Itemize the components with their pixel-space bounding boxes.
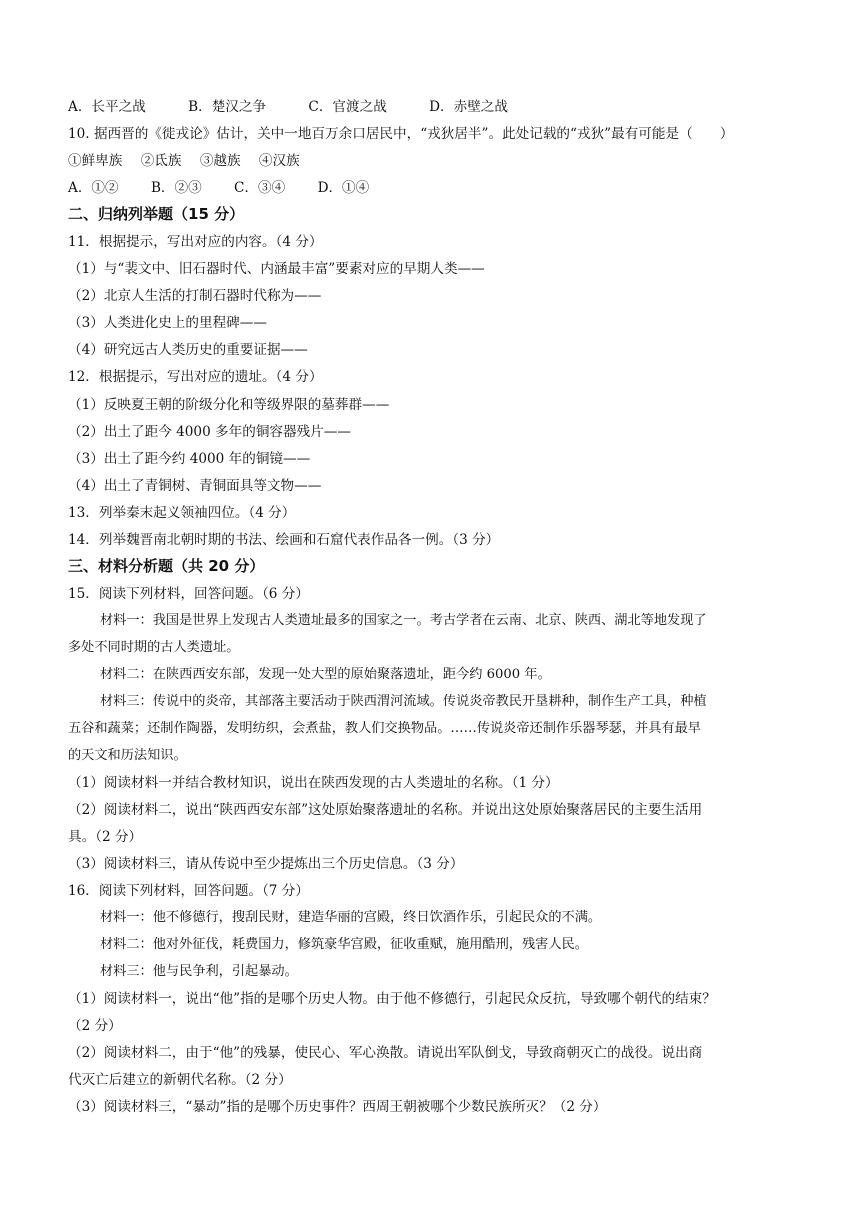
q9-option-d: D．赤壁之战: [429, 99, 508, 115]
q15-material-3-cont: 五谷和蔬菜；还制作陶器，发明纺织，会煮盐，教人们交换物品。……传说炎帝还制作乐器琴瑟，并具有最早: [68, 721, 701, 736]
section-2-heading: 二、归纳列举题（15 分）: [68, 205, 245, 223]
q15-material-3: 材料三：传说中的炎帝，其部落主要活动于陕西渭河流域。传说炎帝教民开垦耕种，制作生产工具，种植: [100, 694, 707, 709]
q10-option-b: B．②③: [150, 180, 202, 196]
q14: 14．列举魏晋南北朝时期的书法、绘画和石窟代表作品各一例。（3 分）: [68, 532, 500, 548]
q16-material-2: 材料二：他对外征伐，耗费国力，修筑豪华宫殿，征收重赋，施用酷刑，残害人民。: [100, 937, 588, 952]
q11-item-3: （3）人类进化史上的里程碑——: [68, 315, 267, 331]
q16-question-3: （3）阅读材料三，“暴动”指的是哪个历史事件？西周王朝被哪个少数民族所灭？（2 分）: [68, 1099, 607, 1115]
q16-question-2: （2）阅读材料二，由于“他”的残暴，使民心、军心涣散。请说出军队倒戈，导致商朝灭亡的战役。说出商: [68, 1045, 703, 1061]
q16-question-2-cont: 代灭亡后建立的新朝代名称。（2 分）: [68, 1072, 292, 1088]
q10-choice-2: ②氐族: [140, 153, 182, 169]
q15-stem: 15．阅读下列材料，回答问题。（6 分）: [68, 586, 309, 602]
q10-options: [68, 179, 798, 197]
q10-option-a: A．①②: [68, 180, 119, 196]
q15-question-2-cont: 具。（2 分）: [68, 829, 143, 845]
q10-choice-1: ①鲜卑族: [68, 153, 123, 169]
q10-stem: 10. 据西晋的《徙戎论》估计，关中一地百万余口居民中，“戎狄居半”。此处记载的“戎狄”最有可能是（ ）: [68, 126, 734, 142]
q12-stem: 12．根据提示，写出对应的遗址。（4 分）: [68, 369, 323, 385]
q11-item-1: （1）与“裴文中、旧石器时代、内涵最丰富”要素对应的早期人类——: [68, 261, 485, 277]
q16-material-3: 材料三：他与民争利，引起暴动。: [100, 964, 298, 979]
q10-choice-3: ③越族: [199, 153, 241, 169]
q10-choices: [68, 152, 798, 170]
q15-material-2: 材料二：在陕西西安东部，发现一处大型的原始聚落遗址，距今约 6000 年。: [100, 667, 551, 682]
q16-question-1-cont: （2 分）: [68, 1018, 122, 1034]
q12-item-3: （3）出土了距今约 4000 年的铜镜——: [68, 451, 311, 467]
q11-item-4: （4）研究远古人类历史的重要证据——: [68, 342, 308, 358]
q11-stem: 11．根据提示，写出对应的内容。（4 分）: [68, 234, 323, 250]
q16-question-1: （1）阅读材料一，说出“他”指的是哪个历史人物。由于他不修德行，引起民众反抗，导致哪个朝代的结束？: [68, 991, 716, 1007]
q15-question-1: （1）阅读材料一并结合教材知识，说出在陕西发现的古人类遗址的名称。（1 分）: [68, 775, 559, 791]
q16-material-1: 材料一：他不修德行，搜刮民财，建造华丽的宫殿，终日饮酒作乐，引起民众的不满。: [100, 910, 602, 925]
q10-option-c: C．③④: [234, 180, 286, 196]
q15-material-1-cont: 多处不同时期的古人类遗址。: [68, 640, 240, 655]
q9-options: [68, 98, 798, 116]
q9-option-a: A．长平之战: [68, 99, 146, 115]
q15-question-2: （2）阅读材料二，说出“陕西西安东部”这处原始聚落遗址的名称。并说出这处原始聚落居民的主要生活用: [68, 802, 703, 818]
q15-question-3: （3）阅读材料三，请从传说中至少提炼出三个历史信息。（3 分）: [68, 856, 464, 872]
q10-choice-4: ④汉族: [258, 153, 300, 169]
q15-material-1: 材料一：我国是世界上发现古人类遗址最多的国家之一。考古学者在云南、北京、陕西、湖北等地发现了: [100, 613, 707, 628]
q12-item-2: （2）出土了距今 4000 多年的铜容器残片——: [68, 424, 351, 440]
q10-option-d: D．①④: [317, 180, 370, 196]
q9-option-b: B．楚汉之争: [188, 99, 267, 115]
q9-option-c: C．官渡之战: [308, 99, 387, 115]
q12-item-1: （1）反映夏王朝的阶级分化和等级界限的墓葬群——: [68, 397, 390, 413]
q16-stem: 16．阅读下列材料，回答问题。（7 分）: [68, 883, 309, 899]
q13: 13．列举秦末起义领袖四位。（4 分）: [68, 505, 296, 521]
section-3-heading: 三、材料分析题（共 20 分）: [68, 557, 265, 575]
q12-item-4: （4）出土了青铜树、青铜面具等文物——: [68, 478, 322, 494]
q11-item-2: （2）北京人生活的打制石器时代称为——: [68, 288, 322, 304]
q15-material-3-cont-2: 的天文和历法知识。: [68, 748, 187, 763]
